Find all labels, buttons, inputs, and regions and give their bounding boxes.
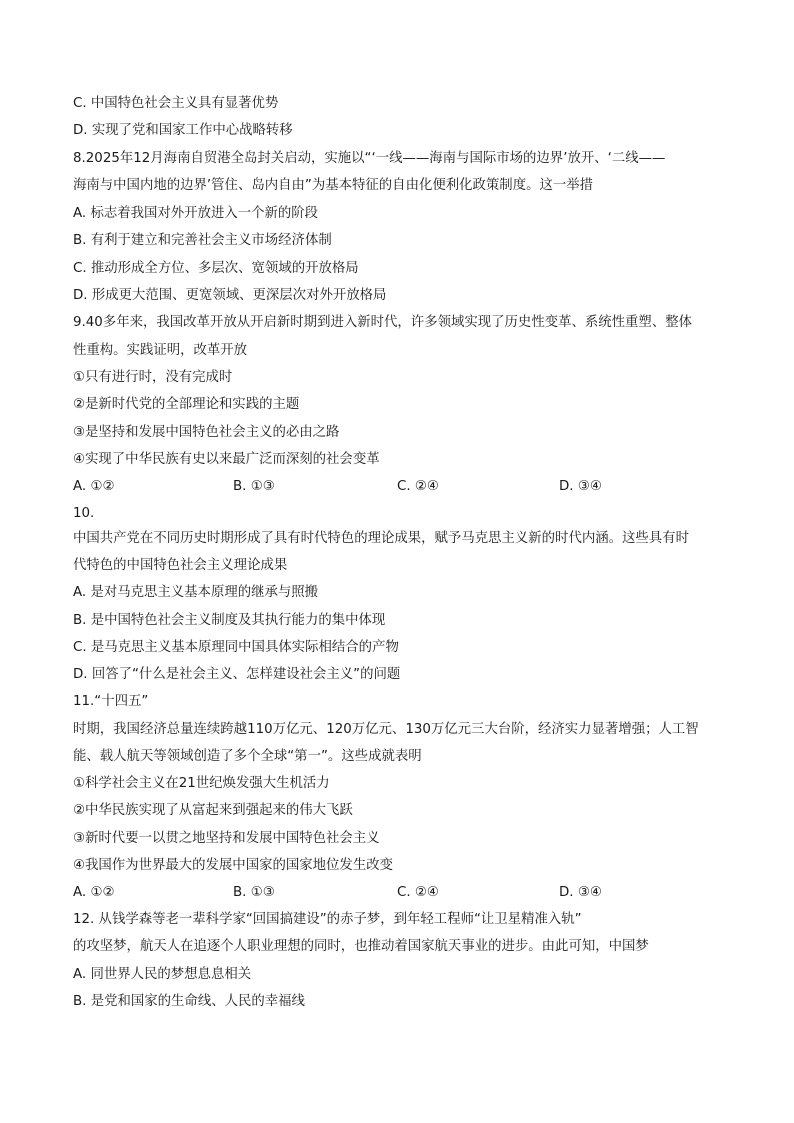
q8-option-a: A. 标志着我国对外开放进入一个新的阶段 (73, 206, 319, 221)
q8-option-c: C. 推动形成全方位、多层次、宽领域的开放格局 (73, 261, 359, 276)
q12-stem-line1: 12. 从钱学森等老一辈科学家“回国搞建设”的赤子梦，到年轻工程师“让卫星精准入轨” (73, 912, 582, 927)
q9-stem-line2: 性重构。实践证明，改革开放 (73, 343, 248, 358)
q11-item-2: ②中华民族实现了从富起来到强起来的伟大飞跃 (73, 803, 353, 818)
q11-stem-line2: 能、载人航天等领域创造了多个全球“第一”。这些成就表明 (73, 749, 422, 764)
q9-option-d: D. ③④ (559, 479, 602, 494)
q9-options-row (73, 478, 733, 496)
q9-stem-line1: 9.40多年来，我国改革开放从开启新时期到进入新时代，许多领域实现了历史性变革、系统性重塑、整体 (73, 315, 692, 330)
q11-number: 11.“十四五” (73, 694, 149, 709)
q9-option-b: B. ①③ (233, 479, 275, 494)
q8-stem-line1: 8.2025年12月海南自贸港全岛封关启动，实施以“‘一线——海南与国际市场的边界’放开、‘二线—— (73, 151, 666, 166)
q9-item-1: ①只有进行时，没有完成时 (73, 370, 233, 385)
q10-stem-line1: 中国共产党在不同历史时期形成了具有时代特色的理论成果，赋予马克思主义新的时代内涵。这些具有时 (73, 531, 689, 546)
q10-option-a: A. 是对马克思主义基本原理的继承与照搬 (73, 585, 319, 600)
q12-option-b: B. 是党和国家的生命线、人民的幸福线 (73, 994, 305, 1009)
q10-number: 10. (73, 506, 95, 521)
q11-item-3: ③新时代要一以贯之地坚持和发展中国特色社会主义 (73, 831, 380, 846)
q11-option-b: B. ①③ (233, 885, 275, 900)
q9-option-c: C. ②④ (397, 479, 439, 494)
q8-stem-line2: 海南与中国内地的边界’管住、岛内自由”为基本特征的自由化便利化政策制度。这一举措 (73, 178, 594, 193)
q10-option-d: D. 回答了“什么是社会主义、怎样建设社会主义”的问题 (73, 667, 401, 682)
q11-item-1: ①科学社会主义在21世纪焕发强大生机活力 (73, 776, 330, 791)
q10-option-c: C. 是马克思主义基本原理同中国具体实际相结合的产物 (73, 640, 399, 655)
q11-options-row (73, 884, 733, 902)
q8-option-b: B. 有利于建立和完善社会主义市场经济体制 (73, 233, 332, 248)
q9-item-3: ③是坚持和发展中国特色社会主义的必由之路 (73, 425, 340, 440)
q9-item-4: ④实现了中华民族有史以来最广泛而深刻的社会变革 (73, 452, 380, 467)
q7-option-c: C. 中国特色社会主义具有显著优势 (73, 96, 279, 111)
q9-item-2: ②是新时代党的全部理论和实践的主题 (73, 397, 300, 412)
q7-option-d: D. 实现了党和国家工作中心战略转移 (73, 123, 293, 138)
q11-stem-line1: 时期，我国经济总量连续跨越110万亿元、120万亿元、130万亿元三大台阶，经济实力显著增强；人工智 (73, 722, 699, 737)
q8-option-d: D. 形成更大范围、更宽领域、更深层次对外开放格局 (73, 288, 387, 303)
q11-option-c: C. ②④ (397, 885, 439, 900)
q10-stem-line2: 代特色的中国特色社会主义理论成果 (73, 558, 288, 573)
q12-option-a: A. 同世界人民的梦想息息相关 (73, 967, 252, 982)
q11-option-d: D. ③④ (559, 885, 602, 900)
q10-option-b: B. 是中国特色社会主义制度及其执行能力的集中体现 (73, 613, 386, 628)
q11-option-a: A. ①② (73, 885, 115, 900)
q12-stem-line2: 的攻坚梦，航天人在追逐个人职业理想的同时，也推动着国家航天事业的进步。由此可知，中国梦 (73, 939, 649, 954)
q11-item-4: ④我国作为世界最大的发展中国家的国家地位发生改变 (73, 858, 393, 873)
q9-option-a: A. ①② (73, 479, 115, 494)
